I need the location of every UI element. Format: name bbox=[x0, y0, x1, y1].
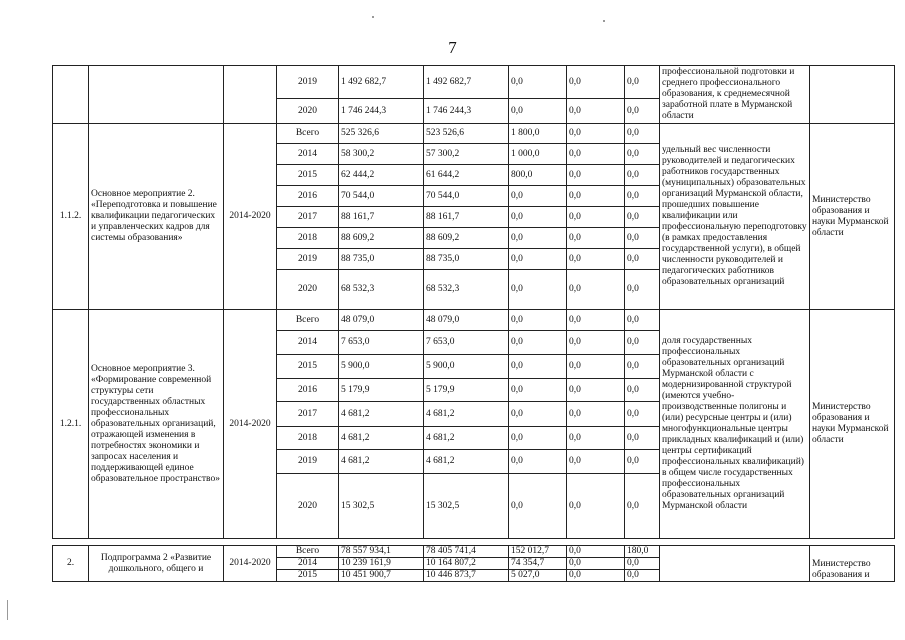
value-cell: 1 000,0 bbox=[509, 144, 567, 165]
total-cell: 4 681,2 bbox=[339, 427, 424, 450]
value-cell: 88 609,2 bbox=[424, 228, 509, 249]
value-cell: 0,0 bbox=[567, 546, 625, 558]
year-cell: 2019 bbox=[277, 66, 339, 99]
value-cell: 0,0 bbox=[509, 228, 567, 249]
value-cell: 1 746 244,3 bbox=[424, 99, 509, 124]
section-name: Основное мероприятие 3. «Формирование современной структуры сети государственных областных профессиональных образовательных организаций, отражающей изменения в потребностях экономики и запросах населения и поддерживающей единое образовательное пространство» bbox=[89, 310, 224, 539]
value-cell: 0,0 bbox=[625, 186, 660, 207]
section-name bbox=[89, 66, 224, 124]
value-cell: 0,0 bbox=[567, 570, 625, 582]
value-cell: 0,0 bbox=[567, 228, 625, 249]
value-cell: 0,0 bbox=[509, 249, 567, 270]
value-cell: 0,0 bbox=[625, 402, 660, 427]
year-cell: 2020 bbox=[277, 270, 339, 310]
value-cell: 5 027,0 bbox=[509, 570, 567, 582]
value-cell: 0,0 bbox=[567, 165, 625, 186]
total-cell: 15 302,5 bbox=[339, 474, 424, 539]
year-cell: 2019 bbox=[277, 450, 339, 474]
value-cell: 0,0 bbox=[567, 331, 625, 355]
value-cell: 0,0 bbox=[567, 207, 625, 228]
value-cell: 4 681,2 bbox=[424, 427, 509, 450]
value-cell: 5 179,9 bbox=[424, 379, 509, 402]
value-cell: 61 644,2 bbox=[424, 165, 509, 186]
value-cell: 1 800,0 bbox=[509, 124, 567, 144]
value-cell: 0,0 bbox=[509, 99, 567, 124]
value-cell: 4 681,2 bbox=[424, 450, 509, 474]
section-period: 2014-2020 bbox=[224, 310, 277, 539]
total-cell: 58 300,2 bbox=[339, 144, 424, 165]
value-cell: 15 302,5 bbox=[424, 474, 509, 539]
value-cell: 0,0 bbox=[567, 427, 625, 450]
value-cell: 0,0 bbox=[567, 249, 625, 270]
value-cell: 57 300,2 bbox=[424, 144, 509, 165]
value-cell: 0,0 bbox=[509, 207, 567, 228]
value-cell: 0,0 bbox=[625, 355, 660, 379]
value-cell: 0,0 bbox=[567, 144, 625, 165]
value-cell: 0,0 bbox=[509, 402, 567, 427]
section-id: 1.1.2. bbox=[53, 124, 89, 310]
value-cell: 0,0 bbox=[625, 427, 660, 450]
responsible-ministry: Министерство образования и bbox=[810, 546, 895, 582]
value-cell: 180,0 bbox=[625, 546, 660, 558]
table-row bbox=[53, 66, 895, 99]
value-cell: 0,0 bbox=[509, 186, 567, 207]
year-cell: 2020 bbox=[277, 474, 339, 539]
value-cell: 7 653,0 bbox=[424, 331, 509, 355]
total-cell: 88 609,2 bbox=[339, 228, 424, 249]
year-cell: 2014 bbox=[277, 331, 339, 355]
table-row bbox=[53, 124, 895, 144]
year-cell: 2014 bbox=[277, 144, 339, 165]
year-cell: Всего bbox=[277, 124, 339, 144]
value-cell: 0,0 bbox=[509, 310, 567, 331]
total-cell: 4 681,2 bbox=[339, 450, 424, 474]
value-cell: 5 900,0 bbox=[424, 355, 509, 379]
total-cell: 7 653,0 bbox=[339, 331, 424, 355]
year-cell: 2017 bbox=[277, 207, 339, 228]
total-cell: 88 735,0 bbox=[339, 249, 424, 270]
value-cell: 0,0 bbox=[625, 228, 660, 249]
value-cell: 0,0 bbox=[625, 558, 660, 570]
year-cell: 2017 bbox=[277, 402, 339, 427]
table-row bbox=[53, 310, 895, 331]
section-name: Основное мероприятие 2. «Переподготовка и повышение квалификации педагогических и управленческих кадров для системы образования» bbox=[89, 124, 224, 310]
value-cell: 0,0 bbox=[509, 66, 567, 99]
value-cell: 0,0 bbox=[567, 124, 625, 144]
year-cell: 2019 bbox=[277, 249, 339, 270]
value-cell: 0,0 bbox=[625, 249, 660, 270]
value-cell: 0,0 bbox=[625, 450, 660, 474]
value-cell: 0,0 bbox=[625, 379, 660, 402]
value-cell: 0,0 bbox=[509, 427, 567, 450]
section-period: 2014-2020 bbox=[224, 546, 277, 582]
value-cell: 0,0 bbox=[567, 474, 625, 539]
year-cell: 2016 bbox=[277, 379, 339, 402]
value-cell: 0,0 bbox=[509, 379, 567, 402]
year-cell: 2015 bbox=[277, 355, 339, 379]
total-cell: 10 239 161,9 bbox=[339, 558, 424, 570]
value-cell: 0,0 bbox=[625, 124, 660, 144]
section-id: 1.2.1. bbox=[53, 310, 89, 539]
value-cell: 78 405 741,4 bbox=[424, 546, 509, 558]
value-cell: 0,0 bbox=[509, 474, 567, 539]
value-cell: 0,0 bbox=[509, 450, 567, 474]
total-cell: 70 544,0 bbox=[339, 186, 424, 207]
total-cell: 5 179,9 bbox=[339, 379, 424, 402]
responsible-ministry: Министерство образования и науки Мурманской области bbox=[810, 310, 895, 539]
value-cell: 10 446 873,7 bbox=[424, 570, 509, 582]
value-cell: 0,0 bbox=[625, 270, 660, 310]
value-cell: 74 354,7 bbox=[509, 558, 567, 570]
value-cell: 48 079,0 bbox=[424, 310, 509, 331]
value-cell: 0,0 bbox=[567, 450, 625, 474]
value-cell: 0,0 bbox=[625, 310, 660, 331]
section-id: 2. bbox=[53, 546, 89, 582]
total-cell: 78 557 934,1 bbox=[339, 546, 424, 558]
section-period bbox=[224, 66, 277, 124]
indicator-description bbox=[660, 546, 810, 582]
section-id bbox=[53, 66, 89, 124]
total-cell: 10 451 900,7 bbox=[339, 570, 424, 582]
value-cell: 10 164 807,2 bbox=[424, 558, 509, 570]
year-cell: Всего bbox=[277, 310, 339, 331]
value-cell: 0,0 bbox=[625, 66, 660, 99]
value-cell: 152 012,7 bbox=[509, 546, 567, 558]
year-cell: 2016 bbox=[277, 186, 339, 207]
year-cell: 2015 bbox=[277, 570, 339, 582]
total-cell: 525 326,6 bbox=[339, 124, 424, 144]
value-cell: 0,0 bbox=[567, 310, 625, 331]
indicator-description: доля государственных профессиональных образовательных организаций Мурманской области с модернизированной структурой (имеются учебно-производственные полигоны и (или) ресурсные центры и (или) многофункциональные центры прикладных квалификаций и (или) центры сертификаций профессиональных квалификаций) в общем числе государственных профессиональных образовательных организаций Мурманской области bbox=[660, 310, 810, 539]
value-cell: 88 735,0 bbox=[424, 249, 509, 270]
scan-speck bbox=[372, 16, 374, 18]
total-cell: 5 900,0 bbox=[339, 355, 424, 379]
total-cell: 1 746 244,3 bbox=[339, 99, 424, 124]
value-cell: 0,0 bbox=[625, 165, 660, 186]
value-cell: 4 681,2 bbox=[424, 402, 509, 427]
responsible-ministry: Министерство образования и науки Мурманской области bbox=[810, 124, 895, 310]
year-cell: 2015 bbox=[277, 165, 339, 186]
responsible-ministry bbox=[810, 66, 895, 124]
year-cell: Всего bbox=[277, 546, 339, 558]
indicator-description: профессиональной подготовки и среднего профессионального образования, к среднемесячной заработной плате в Мурманской области bbox=[660, 66, 810, 124]
funding-table bbox=[52, 65, 895, 582]
value-cell: 0,0 bbox=[625, 99, 660, 124]
value-cell: 0,0 bbox=[567, 558, 625, 570]
total-cell: 62 444,2 bbox=[339, 165, 424, 186]
table-row bbox=[53, 539, 895, 546]
value-cell: 68 532,3 bbox=[424, 270, 509, 310]
section-name: Подпрограмма 2 «Развитие дошкольного, общего и bbox=[89, 546, 224, 582]
scan-speck bbox=[603, 20, 605, 22]
value-cell: 88 161,7 bbox=[424, 207, 509, 228]
value-cell: 523 526,6 bbox=[424, 124, 509, 144]
value-cell: 1 492 682,7 bbox=[424, 66, 509, 99]
year-cell: 2018 bbox=[277, 228, 339, 249]
value-cell: 0,0 bbox=[509, 331, 567, 355]
year-cell: 2018 bbox=[277, 427, 339, 450]
total-cell: 4 681,2 bbox=[339, 402, 424, 427]
total-cell: 1 492 682,7 bbox=[339, 66, 424, 99]
value-cell: 0,0 bbox=[509, 270, 567, 310]
year-cell: 2020 bbox=[277, 99, 339, 124]
scan-speck bbox=[7, 600, 8, 620]
value-cell: 0,0 bbox=[509, 355, 567, 379]
value-cell: 0,0 bbox=[625, 331, 660, 355]
value-cell: 0,0 bbox=[567, 270, 625, 310]
value-cell: 0,0 bbox=[567, 66, 625, 99]
value-cell: 0,0 bbox=[567, 355, 625, 379]
indicator-description: удельный вес численности руководителей и педагогических работников государственных (муниципальных) образовательных организаций Мурманской области, прошедших повышение квалификации или профессиональную переподготовку (в рамках предоставления государственной услуги), в общей численности руководителей и педагогических работников образовательных организаций bbox=[660, 124, 810, 310]
value-cell: 70 544,0 bbox=[424, 186, 509, 207]
section-period: 2014-2020 bbox=[224, 124, 277, 310]
value-cell: 0,0 bbox=[567, 402, 625, 427]
value-cell: 800,0 bbox=[509, 165, 567, 186]
year-cell: 2014 bbox=[277, 558, 339, 570]
total-cell: 68 532,3 bbox=[339, 270, 424, 310]
value-cell: 0,0 bbox=[625, 144, 660, 165]
value-cell: 0,0 bbox=[625, 474, 660, 539]
total-cell: 88 161,7 bbox=[339, 207, 424, 228]
total-cell: 48 079,0 bbox=[339, 310, 424, 331]
value-cell: 0,0 bbox=[625, 570, 660, 582]
page-number: 7 bbox=[448, 38, 457, 57]
value-cell: 0,0 bbox=[567, 99, 625, 124]
value-cell: 0,0 bbox=[567, 379, 625, 402]
table-row bbox=[53, 546, 895, 558]
value-cell: 0,0 bbox=[567, 186, 625, 207]
value-cell: 0,0 bbox=[625, 207, 660, 228]
